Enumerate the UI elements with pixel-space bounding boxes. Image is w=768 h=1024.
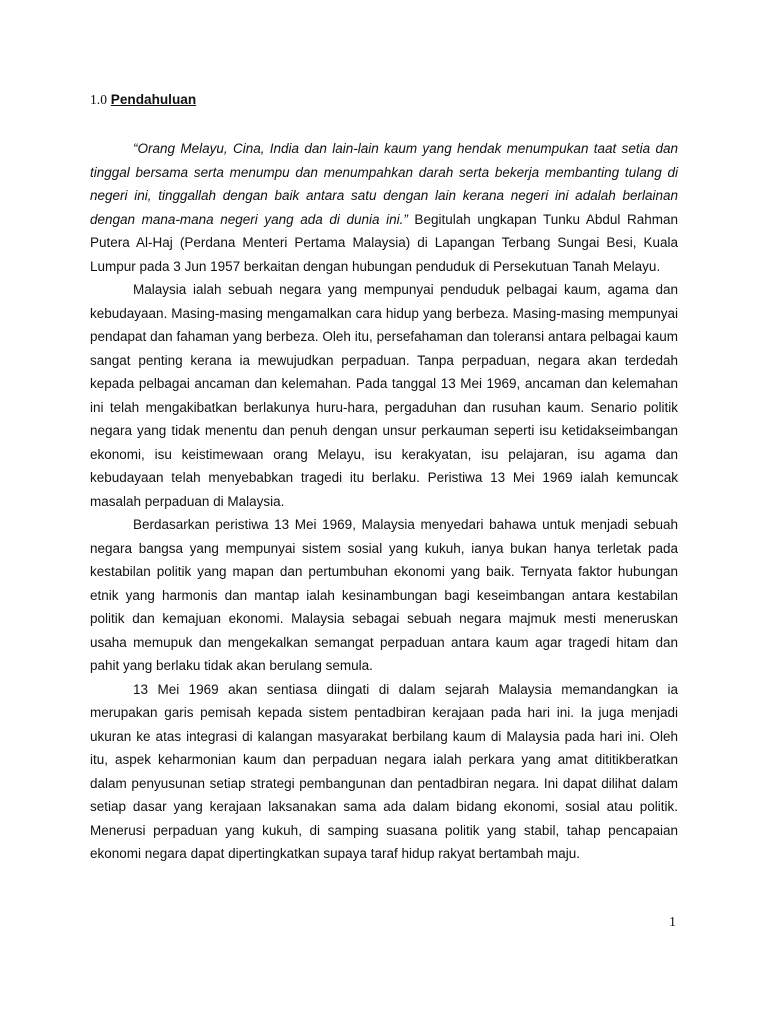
section-number: 1.0: [90, 92, 107, 107]
document-body: [90, 137, 678, 866]
paragraph-2: Malaysia ialah sebuah negara yang mempunyai penduduk pelbagai kaum, agama dan kebudayaan. Masing-masing mengamalkan cara hidup yang berbeza. Masing-masing mempunyai pendapat dan fahaman yang berbeza. Oleh itu, persefahaman dan toleransi antara pelbagai kaum sangat penting kerana ia mewujudkan perpaduan. Tanpa perpaduan, negara akan terdedah kepada pelbagai ancaman dan kelemahan. Pada tanggal 13 Mei 1969, ancaman dan kelemahan ini telah mengakibatkan berlakunya huru-hara, pergaduhan dan rusuhan kaum. Senario politik negara yang tidak menentu dan penuh dengan unsur perkauman seperti isu ketidakseimbangan ekonomi, isu keistimewaan orang Melayu, isu kerakyatan, isu pelajaran, isu agama dan kebudayaan telah menyebabkan tragedi itu berlaku. Peristiwa 13 Mei 1969 ialah kemuncak masalah perpaduan di Malaysia.: [90, 282, 678, 509]
section-title: Pendahuluan: [110, 92, 197, 107]
tunku-quote: “Orang Melayu, Cina, India dan lain-lain kaum yang hendak menumpukan taat setia dan tinggal bersama serta menumpu dan menumpahkan darah serta bekerja membanting tulang di negeri ini, tinggallah dengan baik antara satu dengan lain kerana negeri ini adalah berlainan dengan mana-mana negeri yang ada di dunia ini.”: [90, 141, 678, 227]
page-number: 1: [669, 915, 676, 930]
paragraph-3: Berdasarkan peristiwa 13 Mei 1969, Malaysia menyedari bahawa untuk menjadi sebuah negara bangsa yang mempunyai sistem sosial yang kukuh, ianya bukan hanya terletak pada kestabilan politik yang mapan dan pertumbuhan ekonomi yang baik. Ternyata faktor hubungan etnik yang harmonis dan mantap ialah kesinambungan bagi keseimbangan antara kestabilan politik dan kemajuan ekonomi. Malaysia sebagai sebuah negara majmuk mesti meneruskan usaha memupuk dan mengekalkan semangat perpaduan antara kaum agar tragedi hitam dan pahit yang berlaku tidak akan berulang semula.: [90, 517, 678, 673]
paragraph-1-text: Begitulah ungkapan Tunku Abdul Rahman Putera Al-Haj (Perdana Menteri Pertama Malaysia) di Lapangan Terbang Sungai Besi, Kuala Lumpur pada 3 Jun 1957 berkaitan dengan hubungan penduduk di Persekutuan Tanah Melayu.: [90, 211, 678, 274]
section-heading: [90, 90, 196, 110]
paragraph-1: [90, 137, 678, 278]
paragraph-4: 13 Mei 1969 akan sentiasa diingati di dalam sejarah Malaysia memandangkan ia merupakan garis pemisah kepada sistem pentadbiran kerajaan pada hari ini. Ia juga menjadi ukuran ke atas integrasi di kalangan masyarakat berbilang kaum di Malaysia pada hari ini. Oleh itu, aspek keharmonian kaum dan perpaduan negara ialah perkara yang amat dititikberatkan dalam penyusunan setiap strategi pembangunan dan pentadbiran negara. Ini dapat dilihat dalam setiap dasar yang kerajaan laksanakan sama ada dalam bidang ekonomi, sosial atau politik. Menerusi perpaduan yang kukuh, di samping suasana politik yang stabil, tahap pencapaian ekonomi negara dapat dipertingkatkan supaya taraf hidup rakyat bertambah maju.: [90, 681, 678, 861]
